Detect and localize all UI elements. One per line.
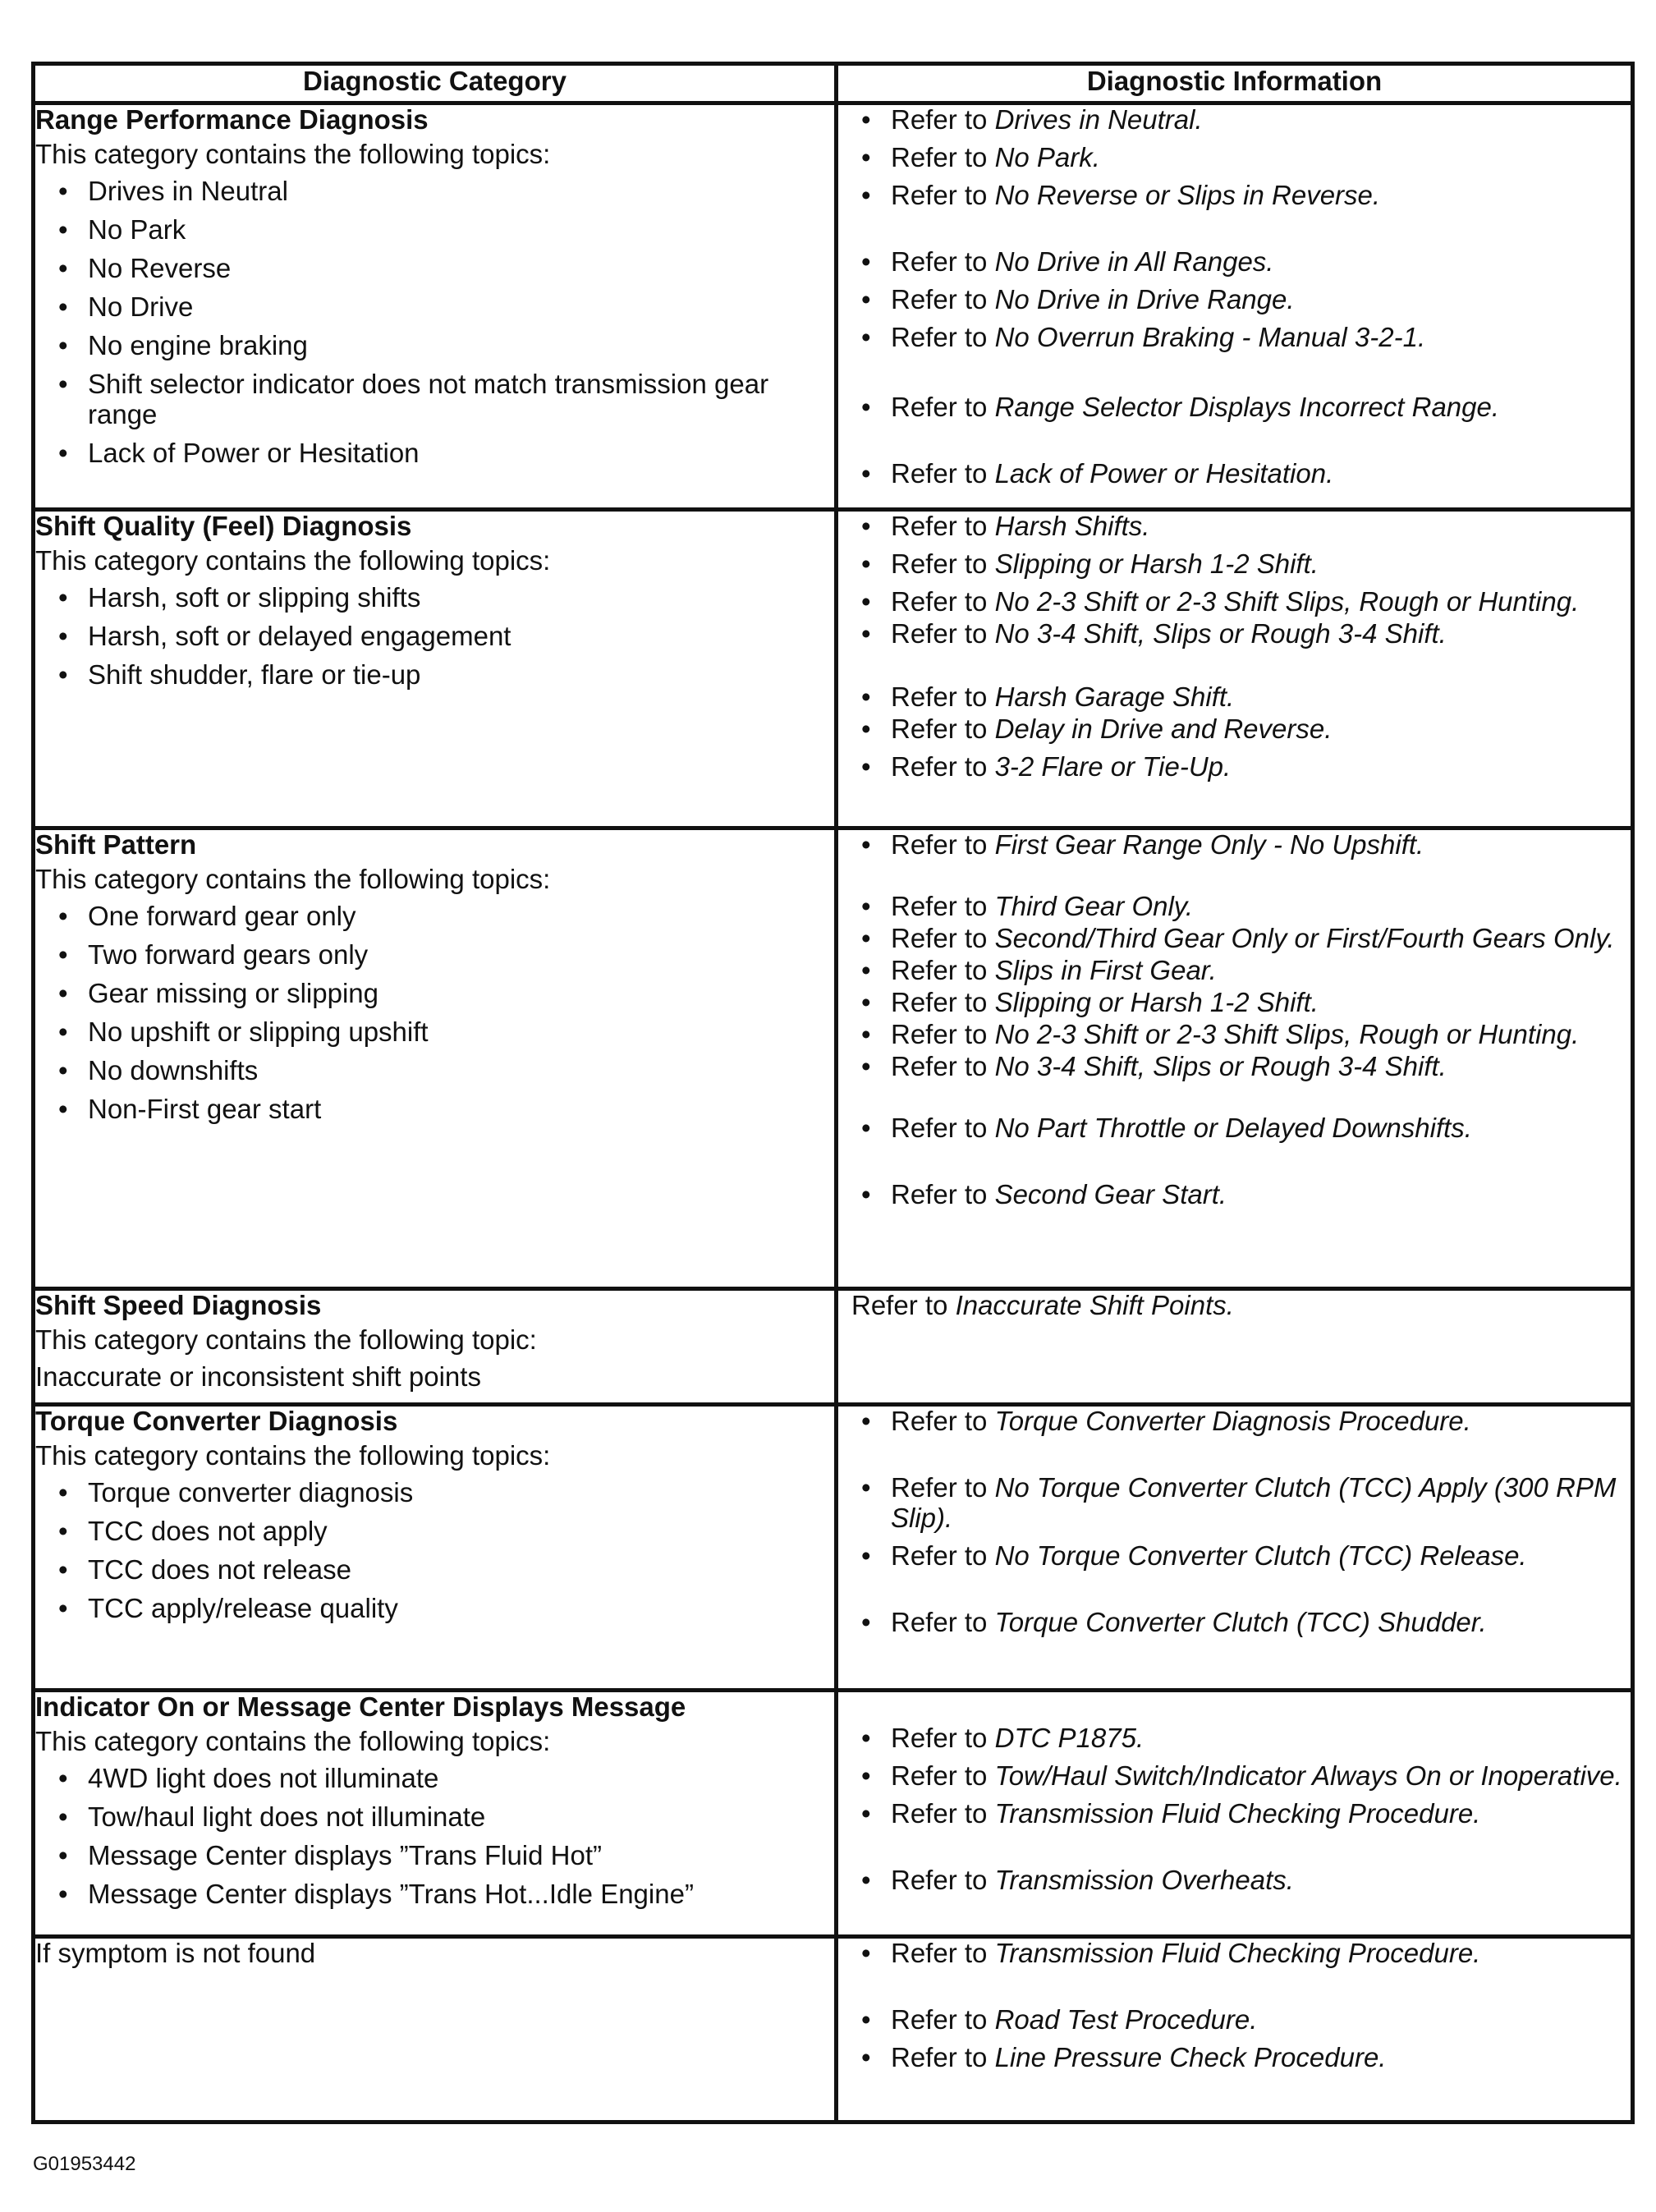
reference-link[interactable]: No Part Throttle or Delayed Downshifts. [994,1112,1472,1143]
reference-link[interactable]: No Reverse or Slips in Reverse. [994,179,1381,210]
reference-item [838,2005,1631,2035]
topic-item: • Message Center displays ”Trans Fluid Hot” [52,1841,834,1871]
reference-prefix: Refer to [891,1112,995,1143]
reference-link[interactable]: Torque Converter Clutch (TCC) Shudder. [994,1606,1487,1637]
reference-prefix: Refer to [891,391,995,422]
category-cell [34,828,837,1289]
reference-link[interactable]: No 2-3 Shift or 2-3 Shift Slips, Rough or Hunting. [994,585,1580,617]
category-title: Indicator On or Message Center Displays Message [35,1691,686,1722]
category-cell [34,103,837,510]
reference-item [838,2043,1631,2073]
reference-link[interactable]: Transmission Fluid Checking Procedure. [994,1797,1481,1829]
category-intro: This category contains the following topics: [35,138,551,169]
topic-item: • No Drive [52,292,834,323]
reference-link[interactable]: Delay in Drive and Reverse. [994,713,1333,744]
topic-item: • Shift selector indicator does not match transmission gear range [52,369,834,430]
reference-link[interactable]: No 2-3 Shift or 2-3 Shift Slips, Rough or Hunting. [994,1018,1580,1049]
reference-item [838,956,1631,986]
category-title: Shift Speed Diagnosis [35,1290,322,1320]
reference-link[interactable]: Road Test Procedure. [994,2003,1258,2035]
reference-item [838,285,1631,315]
topic-item: • Message Center displays ”Trans Hot...Idle Engine” [52,1879,834,1910]
reference-item [838,1052,1631,1082]
diagnosis-table [31,62,1635,2124]
reference-prefix: Refer to [891,283,995,314]
reference-item [838,1113,1631,1144]
reference-item [838,549,1631,580]
reference-prefix: Refer to [891,511,995,541]
table-row [34,1405,1633,1691]
reference-prefix: Refer to [891,141,995,172]
reference-link[interactable]: No Park. [994,141,1100,172]
topic-item: • TCC does not release [52,1555,834,1586]
topic-item: • No downshifts [52,1056,834,1086]
category-cell [34,1937,837,2123]
reference-item [838,830,1631,860]
reference-item [838,459,1631,489]
reference-item [838,1799,1631,1829]
reference-prefix: Refer to [891,179,995,210]
reference-item [838,1866,1631,1896]
reference-prefix: Refer to [891,954,995,985]
reference-item [838,1407,1631,1437]
reference-item [838,714,1631,745]
reference-prefix: Refer to [891,1018,995,1049]
category-title: Shift Quality (Feel) Diagnosis [35,511,412,541]
topic-item: • Torque converter diagnosis [52,1478,834,1508]
info-cell [837,828,1633,1289]
category-cell [34,1405,837,1691]
reference-link[interactable]: 3-2 Flare or Tie-Up. [994,750,1232,782]
topic-item: • Harsh, soft or delayed engagement [52,622,834,652]
reference-link[interactable]: Inaccurate Shift Points. [955,1290,1234,1320]
reference-prefix: Refer to [851,1290,956,1320]
reference-link[interactable]: Transmission Overheats. [994,1864,1294,1895]
topic-item: • Gear missing or slipping [52,979,834,1009]
header-diagnostic-information: Diagnostic Information [837,64,1633,103]
table-row [34,510,1633,828]
reference-item [838,181,1631,211]
reference-item [838,682,1631,713]
reference-item [838,587,1631,617]
topic-text: If symptom is not found [35,1938,316,1968]
category-intro: This category contains the following topics: [35,1439,551,1471]
reference-prefix: Refer to [891,1797,995,1829]
reference-item [838,1473,1631,1534]
reference-prefix: Refer to [891,1540,995,1571]
category-intro: This category contains the following topics: [35,1725,551,1756]
topic-item: • 4WD light does not illuminate [52,1764,834,1794]
reference-link[interactable]: DTC P1875. [994,1723,1145,1753]
reference-item [838,512,1631,542]
reference-list [838,1407,1631,1638]
reference-prefix: Refer to [891,922,995,953]
topic-item: • Non-First gear start [52,1095,834,1125]
figure-code: G01953442 [33,2153,136,2175]
reference-item [838,1020,1631,1050]
topic-list [35,177,834,469]
table-row [34,1937,1633,2123]
topic-item: • No upshift or slipping upshift [52,1017,834,1048]
reference-link[interactable]: First Gear Range Only - No Upshift. [994,829,1424,860]
reference-prefix: Refer to [891,1606,995,1637]
reference-item [838,619,1631,649]
reference-link[interactable]: Line Pressure Check Procedure. [994,2041,1387,2072]
reference-link[interactable]: No 3-4 Shift, Slips or Rough 3-4 Shift. [994,1050,1447,1081]
reference-list [838,1939,1631,2073]
topic-item: • TCC does not apply [52,1517,834,1547]
reference-link[interactable]: Harsh Garage Shift. [994,681,1235,712]
reference-link[interactable]: Third Gear Only. [994,890,1194,921]
reference-item [838,247,1631,278]
reference-prefix: Refer to [891,2041,995,2072]
topic-list [35,583,834,691]
topic-item: • No Reverse [52,254,834,284]
topic-list [35,1478,834,1624]
reference-link[interactable]: No Overrun Braking - Manual 3-2-1. [994,321,1426,352]
reference-prefix: Refer to [891,2003,995,2035]
reference-link[interactable]: No 3-4 Shift, Slips or Rough 3-4 Shift. [994,617,1447,649]
reference-prefix: Refer to [891,457,995,489]
reference-prefix: Refer to [891,246,995,277]
info-cell [837,1691,1633,1937]
reference-prefix: Refer to [891,104,995,135]
reference-list [838,1723,1631,1896]
topic-item: • Two forward gears only [52,940,834,971]
reference-link[interactable]: Slips in First Gear. [994,954,1217,985]
topic-item: • One forward gear only [52,902,834,932]
table-row [34,103,1633,510]
category-intro: This category contains the following topics: [35,863,551,894]
reference-link[interactable]: Tow/Haul Switch/Indicator Always On or Inoperative. [994,1760,1622,1791]
reference-link[interactable]: No Torque Converter Clutch (TCC) Apply (300 RPM Slip). [891,1471,1617,1533]
reference-link[interactable]: Transmission Fluid Checking Procedure. [994,1938,1481,1968]
reference-prefix: Refer to [891,681,995,712]
category-cell [34,1289,837,1405]
reference-prefix: Refer to [891,585,995,617]
reference-item [838,892,1631,922]
reference-prefix: Refer to [891,750,995,782]
reference-item [838,323,1631,353]
reference-prefix: Refer to [891,1760,995,1791]
reference-list [838,830,1631,1210]
reference-prefix: Refer to [891,321,995,352]
reference-item [838,752,1631,782]
reference-prefix: Refer to [891,986,995,1017]
topic-item: • TCC apply/release quality [52,1594,834,1624]
reference-item [838,924,1631,954]
reference-prefix: Refer to [891,1471,995,1503]
reference-link[interactable]: Second Gear Start. [994,1178,1227,1209]
topic-list [35,1764,834,1910]
header-diagnostic-category: Diagnostic Category [34,64,837,103]
topic-item: • Shift shudder, flare or tie-up [52,660,834,691]
reference-item [838,1723,1631,1754]
reference-item [838,1180,1631,1210]
reference-prefix: Refer to [891,1938,995,1968]
reference-prefix: Refer to [891,1406,995,1436]
category-cell [34,510,837,828]
reference-prefix: Refer to [891,890,995,921]
reference-item [838,988,1631,1018]
reference-item [838,1761,1631,1792]
topic-item: • Drives in Neutral [52,177,834,207]
info-cell [837,1289,1633,1405]
reference-item [838,143,1631,173]
reference-link[interactable]: Torque Converter Diagnosis Procedure. [994,1406,1471,1436]
topic-item: • No engine braking [52,331,834,361]
reference-link[interactable]: No Drive in Drive Range. [994,283,1295,314]
info-cell [837,103,1633,510]
reference-prefix: Refer to [891,1864,995,1895]
reference-prefix: Refer to [891,829,995,860]
reference-list [838,105,1631,489]
reference-prefix: Refer to [891,1178,995,1209]
info-cell [837,1937,1633,2123]
topic-item: • Tow/haul light does not illuminate [52,1802,834,1833]
reference-item [838,1608,1631,1638]
reference-prefix: Refer to [891,548,995,579]
table-header-row [34,64,1633,103]
reference-item [838,392,1631,423]
category-intro: This category contains the following topic: [35,1324,537,1355]
category-title: Range Performance Diagnosis [35,104,429,135]
table-row [34,1691,1633,1937]
reference-link[interactable]: Second/Third Gear Only or First/Fourth Gears Only. [994,922,1615,953]
reference-link[interactable]: No Drive in All Ranges. [994,246,1274,277]
category-title: Torque Converter Diagnosis [35,1406,398,1436]
reference-item [838,105,1631,135]
topic-list [35,902,834,1125]
topic-item: • Harsh, soft or slipping shifts [52,583,834,613]
reference-link[interactable]: Lack of Power or Hesitation. [994,457,1334,489]
reference-link[interactable]: Range Selector Displays Incorrect Range. [994,391,1500,422]
reference-item [838,1939,1631,1969]
topic-item: • Lack of Power or Hesitation [52,438,834,469]
category-cell [34,1691,837,1937]
reference-link[interactable]: Slipping or Harsh 1-2 Shift. [994,986,1319,1017]
reference-link[interactable]: Drives in Neutral. [994,104,1203,135]
category-intro: This category contains the following topics: [35,544,551,576]
reference-prefix: Refer to [891,1723,995,1753]
category-title: Shift Pattern [35,829,197,860]
topic-text: Inaccurate or inconsistent shift points [35,1361,481,1392]
reference-link[interactable]: No Torque Converter Clutch (TCC) Release. [994,1540,1527,1571]
table-row [34,1289,1633,1405]
reference-prefix: Refer to [891,617,995,649]
reference-link[interactable]: Slipping or Harsh 1-2 Shift. [994,548,1319,579]
reference-item [838,1291,1631,1321]
topic-item: • No Park [52,215,834,246]
info-cell [837,510,1633,828]
reference-prefix: Refer to [891,713,995,744]
table-row [34,828,1633,1289]
reference-item [838,1541,1631,1572]
reference-prefix: Refer to [891,1050,995,1081]
info-cell [837,1405,1633,1691]
reference-list [838,512,1631,782]
reference-link[interactable]: Harsh Shifts. [994,511,1150,541]
